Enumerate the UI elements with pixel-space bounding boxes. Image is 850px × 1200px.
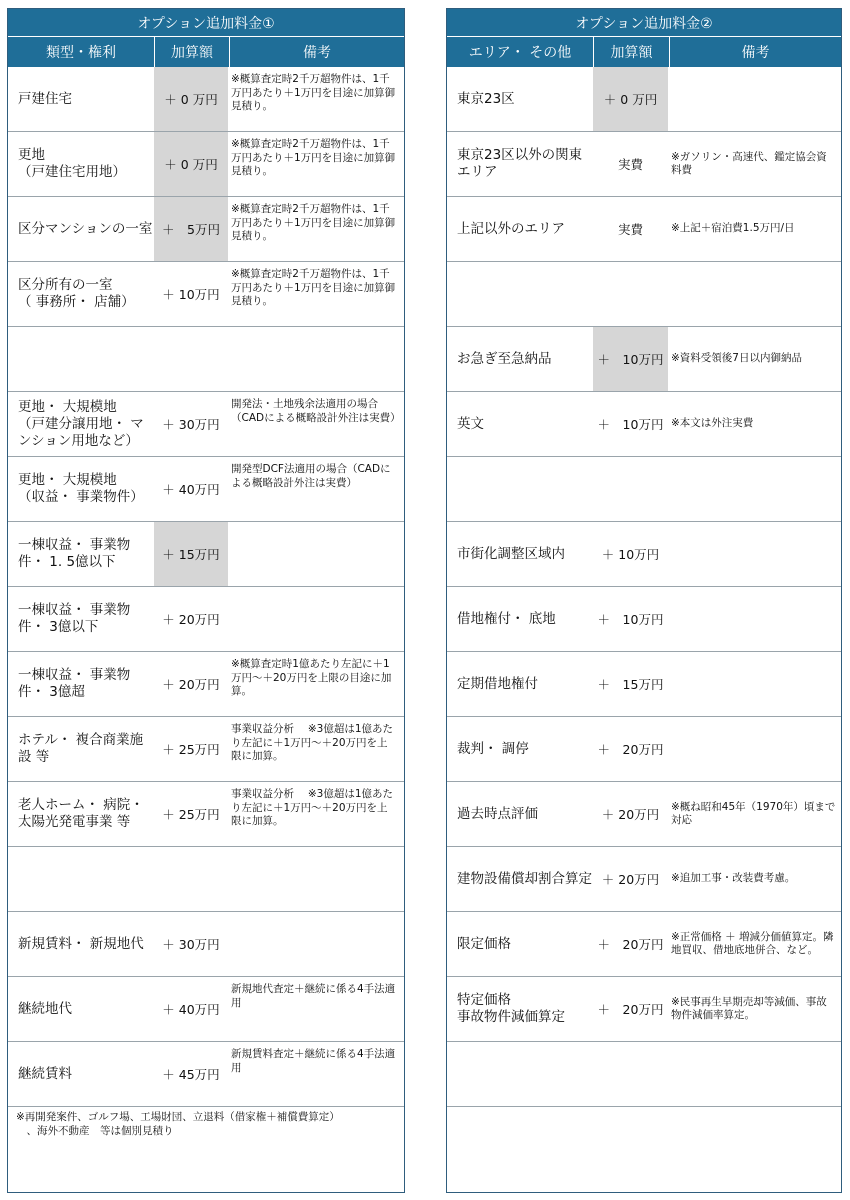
row-item-name: 英文 bbox=[457, 415, 484, 432]
row-amount bbox=[593, 262, 668, 326]
table-row bbox=[447, 912, 841, 977]
row-item-name: 更地・ 大規模地 （戸建分譲用地・ マンション用地など） bbox=[18, 398, 144, 449]
table-row bbox=[8, 847, 404, 912]
row-remark: ※概算査定時2千万超物件は、1千万円あたり＋1万円を目途に加算御見積り。 bbox=[231, 138, 396, 177]
table-row bbox=[8, 912, 404, 977]
row-remark: 開発型DCF法適用の場合（CADによる概略設計外注は実費） bbox=[231, 463, 391, 489]
row-item-name: 継続地代 bbox=[18, 1000, 72, 1017]
row-remark bbox=[228, 522, 404, 586]
table-row bbox=[8, 262, 404, 327]
row-item-name: 更地・ 大規模地 （収益・ 事業物件） bbox=[18, 472, 144, 505]
row-amount: ＋ 15万円 bbox=[154, 522, 228, 586]
table-row bbox=[447, 652, 841, 717]
table-title: オプション追加料金② bbox=[447, 9, 841, 36]
table-row bbox=[447, 522, 841, 587]
row-amount: ＋ 0 万円 bbox=[593, 67, 668, 131]
row-amount: ＋ 20万円 bbox=[597, 1002, 664, 1017]
table-row bbox=[8, 457, 404, 522]
table-row bbox=[8, 977, 404, 1042]
row-amount: ＋ 10万円 bbox=[162, 287, 220, 302]
row-amount: ＋ 25万円 bbox=[162, 807, 220, 822]
row-amount: ＋ 0 万円 bbox=[154, 67, 228, 131]
table-row bbox=[447, 327, 841, 392]
row-remark bbox=[228, 847, 404, 911]
row-remark bbox=[228, 912, 404, 976]
table-row bbox=[447, 132, 841, 197]
table-row bbox=[447, 392, 841, 457]
table-row bbox=[8, 327, 404, 392]
table-row bbox=[447, 782, 841, 847]
row-remark: ※民事再生早期売却等減価、事故物件減価率算定。 bbox=[671, 995, 827, 1021]
row-item-name: 継続賃料 bbox=[18, 1065, 72, 1082]
row-item-name: 限定価格 bbox=[457, 935, 511, 952]
row-remark bbox=[668, 522, 841, 586]
header-type: 類型・権利 bbox=[8, 37, 155, 67]
row-item-name bbox=[447, 262, 593, 326]
row-remark: 事業収益分析 ※3億超は1億あたり左記に＋1万円～＋20万円を上限に加算。 bbox=[231, 788, 393, 827]
row-amount: ＋ 30万円 bbox=[162, 937, 220, 952]
row-amount: 実費 bbox=[617, 222, 643, 237]
table-body bbox=[8, 67, 404, 1107]
row-item-name bbox=[8, 327, 154, 391]
row-remark bbox=[668, 67, 841, 131]
row-amount: ＋ 5万円 bbox=[154, 197, 228, 261]
row-remark bbox=[668, 1042, 841, 1106]
row-item-name: 借地権付・ 底地 bbox=[457, 610, 556, 627]
row-remark: 事業収益分析 ※3億超は1億あたり左記に＋1万円～＋20万円を上限に加算。 bbox=[231, 723, 393, 762]
table-header bbox=[8, 36, 404, 67]
row-remark: ※追加工事・改装費考慮。 bbox=[671, 872, 796, 885]
row-item-name: 戸建住宅 bbox=[18, 90, 72, 107]
table-title: オプション追加料金① bbox=[8, 9, 404, 36]
table-row bbox=[447, 197, 841, 262]
header-area: エリア・ その他 bbox=[447, 37, 594, 67]
table-row bbox=[447, 262, 841, 327]
row-item-name: 一棟収益・ 事業物件・ 3億以下 bbox=[18, 602, 131, 635]
footnote: ※再開発案件、ゴルフ場、工場財団、立退料（借家権＋補償費算定） 、海外不動産 等は個別見積り bbox=[16, 1111, 340, 1137]
header-remarks: 備考 bbox=[741, 45, 770, 61]
row-amount: ＋ 30万円 bbox=[162, 417, 220, 432]
table-row bbox=[8, 197, 404, 262]
row-remark: ※上記＋宿泊費1.5万円/日 bbox=[671, 222, 795, 235]
row-amount: 実費 bbox=[617, 157, 643, 172]
row-amount: ＋ 10万円 bbox=[593, 327, 668, 391]
row-amount: ＋ 20万円 bbox=[601, 872, 660, 887]
row-remark: 新規地代査定＋継続に係る4手法適用 bbox=[231, 983, 396, 1009]
row-item-name: 定期借地権付 bbox=[457, 675, 538, 692]
row-amount: ＋ 10万円 bbox=[601, 547, 660, 562]
row-item-name: 区分所有の一室 （ 事務所・ 店舗） bbox=[18, 277, 135, 310]
row-amount: ＋ 20万円 bbox=[162, 612, 220, 627]
row-item-name: 裁判・ 調停 bbox=[457, 740, 529, 757]
table-row bbox=[447, 847, 841, 912]
option-fee-table-1 bbox=[7, 8, 405, 1193]
row-item-name: 一棟収益・ 事業物件・ 1. 5億以下 bbox=[18, 537, 131, 570]
row-remark: ※概ね昭和45年（1970年）頃まで対応 bbox=[671, 800, 836, 826]
table-row bbox=[447, 717, 841, 782]
table-row bbox=[8, 522, 404, 587]
table-header bbox=[447, 36, 841, 67]
table-row bbox=[8, 717, 404, 782]
table-body bbox=[447, 67, 841, 1107]
row-remark bbox=[668, 587, 841, 651]
row-amount: ＋ 40万円 bbox=[162, 1002, 220, 1017]
row-amount bbox=[154, 847, 228, 911]
table-row bbox=[447, 67, 841, 132]
row-item-name: ホテル・ 複合商業施設 等 bbox=[18, 732, 144, 765]
row-item-name: 一棟収益・ 事業物件・ 3億超 bbox=[18, 667, 131, 700]
table-row bbox=[447, 587, 841, 652]
row-remark: ※概算査定時2千万超物件は、1千万円あたり＋1万円を目途に加算御見積り。 bbox=[231, 268, 396, 307]
row-remark: 開発法・土地残余法適用の場合（CADによる概略設計外注は実費） bbox=[231, 398, 401, 424]
row-amount: ＋ 10万円 bbox=[597, 417, 664, 432]
row-remark: ※本文は外注実費 bbox=[671, 417, 754, 430]
row-amount bbox=[154, 327, 228, 391]
row-amount bbox=[593, 457, 668, 521]
row-remark bbox=[228, 327, 404, 391]
row-amount: ＋ 20万円 bbox=[162, 677, 220, 692]
row-amount: ＋ 10万円 bbox=[597, 612, 664, 627]
row-remark bbox=[228, 587, 404, 651]
table-row bbox=[8, 652, 404, 717]
row-amount: ＋ 45万円 bbox=[162, 1067, 220, 1082]
row-item-name: 特定価格 事故物件減価算定 bbox=[457, 992, 565, 1025]
table-row bbox=[8, 1042, 404, 1107]
row-remark bbox=[668, 262, 841, 326]
row-item-name: 新規賃料・ 新規地代 bbox=[18, 935, 144, 952]
row-amount bbox=[593, 1042, 668, 1106]
row-amount: ＋ 0 万円 bbox=[154, 132, 228, 196]
header-amount: 加算額 bbox=[155, 37, 230, 67]
row-item-name bbox=[447, 1042, 593, 1106]
row-remark: 新規賃料査定＋継続に係る4手法適用 bbox=[231, 1048, 396, 1074]
row-remark: ※概算査定時1億あたり左記に＋1万円～＋20万円を上限の目途に加算。 bbox=[231, 658, 392, 697]
table-row bbox=[8, 67, 404, 132]
row-amount: ＋ 40万円 bbox=[162, 482, 220, 497]
row-amount: ＋ 25万円 bbox=[162, 742, 220, 757]
row-item-name: 区分マンションの一室 bbox=[18, 220, 153, 237]
row-remark bbox=[668, 457, 841, 521]
row-item-name bbox=[447, 457, 593, 521]
row-amount: ＋ 20万円 bbox=[597, 937, 664, 952]
row-item-name: 市街化調整区域内 bbox=[457, 545, 565, 562]
table-row bbox=[8, 132, 404, 197]
header-amount: 加算額 bbox=[594, 37, 670, 67]
header-remarks: 備考 bbox=[303, 45, 331, 61]
row-item-name: 東京23区 bbox=[457, 90, 515, 107]
table-row bbox=[447, 977, 841, 1042]
row-remark bbox=[668, 717, 841, 781]
row-remark: ※概算査定時2千万超物件は、1千万円あたり＋1万円を目途に加算御見積り。 bbox=[231, 73, 396, 112]
row-item-name: 東京23区以外の関東エリア bbox=[457, 147, 583, 180]
row-amount: ＋ 20万円 bbox=[601, 807, 660, 822]
row-item-name bbox=[8, 847, 154, 911]
row-remark: ※概算査定時2千万超物件は、1千万円あたり＋1万円を目途に加算御見積り。 bbox=[231, 203, 396, 242]
table-row bbox=[447, 1042, 841, 1107]
row-item-name: お急ぎ至急納品 bbox=[457, 350, 552, 367]
row-amount: ＋ 20万円 bbox=[597, 742, 664, 757]
table-row bbox=[8, 392, 404, 457]
table-row bbox=[8, 782, 404, 847]
row-remark: ※正常価格 ＋ 増減分価値算定。隣地買収、借地底地併合、など。 bbox=[671, 930, 834, 956]
row-item-name: 老人ホーム・ 病院・ 太陽光発電事業 等 bbox=[18, 797, 144, 830]
row-item-name: 建物設備償却割合算定 bbox=[457, 870, 592, 887]
row-remark bbox=[668, 652, 841, 716]
table-row bbox=[8, 587, 404, 652]
row-amount: ＋ 15万円 bbox=[597, 677, 664, 692]
row-item-name: 更地 （戸建住宅用地） bbox=[18, 147, 126, 180]
table-row bbox=[447, 457, 841, 522]
option-fee-table-2 bbox=[446, 8, 842, 1193]
row-remark: ※ガソリン・高速代、鑑定協会資料費 bbox=[671, 150, 827, 176]
row-item-name: 上記以外のエリア bbox=[457, 220, 565, 237]
row-remark: ※資料受領後7日以内御納品 bbox=[671, 352, 802, 365]
row-item-name: 過去時点評価 bbox=[457, 805, 538, 822]
